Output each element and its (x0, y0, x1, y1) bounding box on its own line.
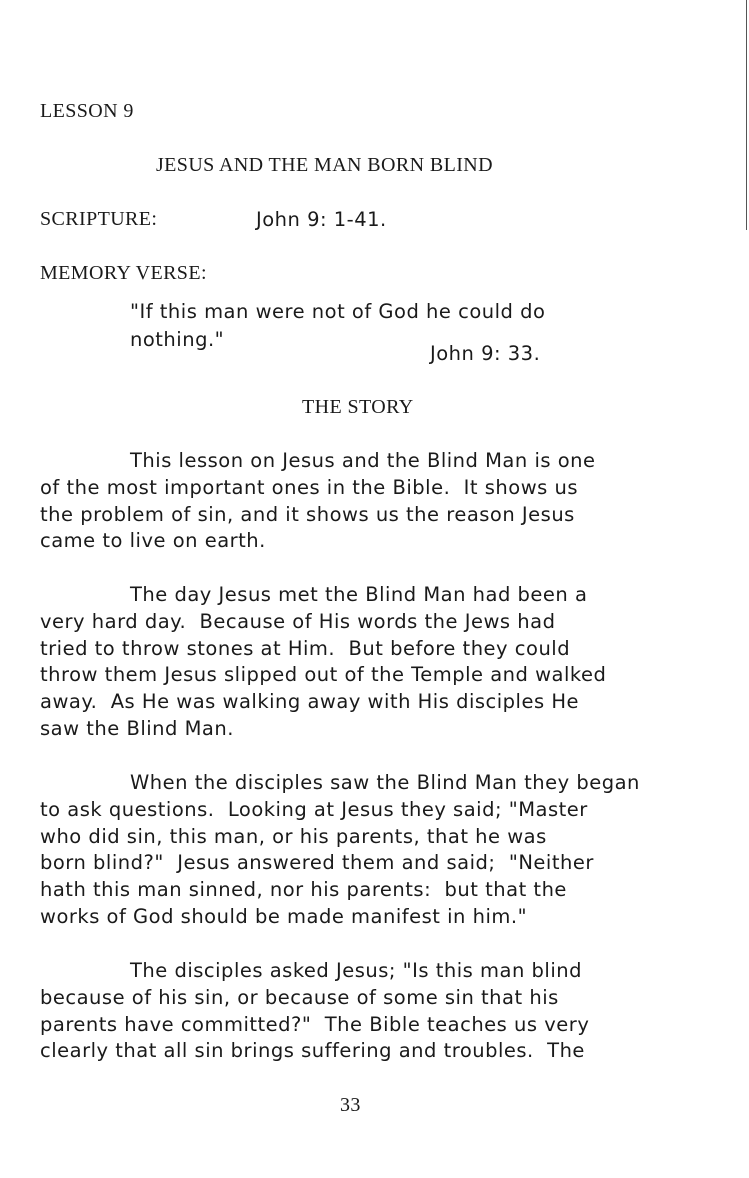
paragraph-line: throw them Jesus slipped out of the Temple and walked (40, 663, 607, 687)
paragraph-line: very hard day. Because of His words the Jews had (40, 609, 556, 633)
paragraph-line: The disciples asked Jesus; "Is this man blind (130, 959, 582, 982)
paragraph-line: tried to throw stones at Him. But before they could (40, 636, 571, 660)
scripture-label: SCRIPTURE: (40, 208, 158, 230)
story-paragraph-2 (40, 582, 700, 743)
paragraph-line: to ask questions. Looking at Jesus they said; "Master (40, 797, 588, 821)
memory-verse-line-1: "If this man were not of God he could do (130, 300, 546, 323)
paragraph-line: The day Jesus met the Blind Man had been a (130, 583, 588, 606)
paragraph-line: the problem of sin, and it shows us the reason Jesus (40, 502, 575, 526)
paragraph-line: came to live on earth. (40, 529, 266, 553)
memory-verse-reference: John 9: 33. (430, 342, 541, 365)
paragraph-line: parents have committed?" The Bible teaches us very (40, 1012, 590, 1036)
paragraph-line: hath this man sinned, nor his parents: but that the (40, 878, 567, 902)
story-paragraph-1 (40, 448, 700, 555)
story-paragraph-3 (40, 770, 700, 931)
memory-verse-label: MEMORY VERSE: (40, 262, 207, 284)
paragraph-line: clearly that all sin brings suffering and troubles. The (40, 1039, 585, 1063)
memory-verse-line-2: nothing." (130, 328, 225, 351)
paragraph-line: This lesson on Jesus and the Blind Man is one (130, 449, 596, 472)
lesson-label: LESSON 9 (40, 100, 134, 122)
paragraph-line: saw the Blind Man. (40, 716, 234, 740)
paragraph-line: works of God should be made manifest in him." (40, 904, 528, 928)
paragraph-line: When the disciples saw the Blind Man they began (130, 771, 640, 794)
paragraph-line: born blind?" Jesus answered them and said; "Neither (40, 851, 594, 875)
page-number: 33 (340, 1094, 361, 1116)
story-paragraph-4 (40, 958, 700, 1065)
paragraph-line: because of his sin, or because of some sin that his (40, 985, 559, 1009)
paragraph-line: who did sin, this man, or his parents, that he was (40, 824, 547, 848)
paragraph-line: of the most important ones in the Bible. It shows us (40, 475, 579, 499)
scripture-reference: John 9: 1-41. (256, 208, 387, 231)
page-edge-line (746, 0, 747, 230)
lesson-title: JESUS AND THE MAN BORN BLIND (156, 154, 493, 176)
paragraph-line: away. As He was walking away with His disciples He (40, 690, 579, 714)
story-heading: THE STORY (302, 396, 414, 418)
